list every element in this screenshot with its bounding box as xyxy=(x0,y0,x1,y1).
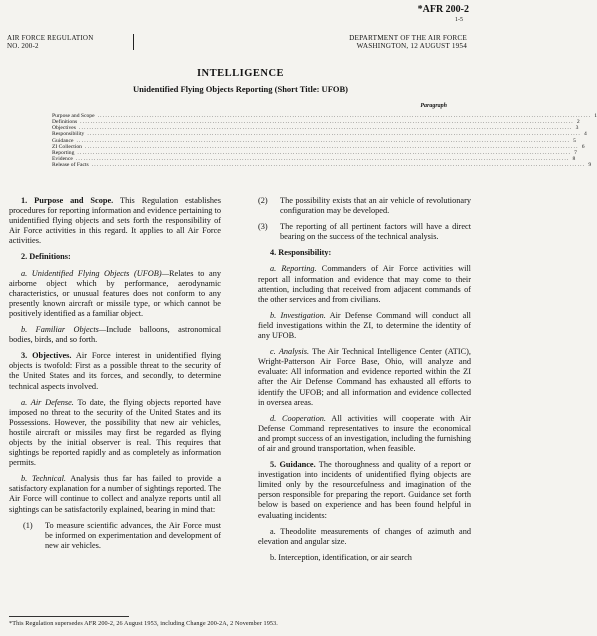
toc-title: Reporting xyxy=(52,149,75,156)
toc-title: Definitions xyxy=(52,119,78,126)
paragraph-text: To date, the flying objects reported have imposed no threat to the security of the United States and its Possessions. However, the possibility that new air vehicles, hostile aircraft or missiles may first be regarded as flying objects by the initial observer is real. This requires that sightings be reported rapidly and as completely as information permits. xyxy=(9,397,221,468)
numbered-item xyxy=(9,521,221,551)
page-ref: 1-5 xyxy=(455,17,463,23)
item-number: (2) xyxy=(258,196,268,205)
subparagraph-heading: b. Familiar Objects— xyxy=(21,325,107,335)
paragraph-4b xyxy=(258,311,471,341)
paragraph-1 xyxy=(9,196,221,246)
right-column xyxy=(258,196,471,569)
toc-leader: .............................................................................................................................................................................................. xyxy=(87,131,582,138)
table-of-contents xyxy=(52,113,597,169)
subparagraph-heading: a. Air Defense. xyxy=(21,397,74,407)
item-number: (3) xyxy=(258,222,268,232)
toc-number: 4 xyxy=(584,131,587,138)
numbered-item xyxy=(258,222,471,242)
regulation-org: AIR FORCE REGULATION xyxy=(7,34,94,42)
toc-title: Release of Facts xyxy=(52,162,89,169)
paragraph-text: The thoroughness and quality of a report or investigation into incidents of unidentified flying objects are limited only by the resourcefulness and imagination of the person responsible for preparing the report. Guidance set forth below is based on experience and has been found helpful in evaluating incidents: xyxy=(258,460,471,520)
toc-title: Evidence xyxy=(52,155,73,162)
toc-number: 6 xyxy=(581,143,585,150)
paragraph-5b: b. Interception, identification, or air search xyxy=(270,552,412,562)
paragraph-heading: 5. Guidance. xyxy=(270,460,316,470)
toc-leader: .............................................................................................................................................................................................. xyxy=(80,119,574,126)
paragraph-2b xyxy=(9,325,221,345)
paragraph-2 xyxy=(9,252,221,262)
subparagraph-heading: c. Analysis. xyxy=(270,347,310,357)
toc-title: Purpose and Scope xyxy=(52,113,95,119)
paragraph-text: Include balloons, astronomical bodies, birds, and so forth. xyxy=(9,325,221,345)
paragraph-text: Analysis thus far has failed to provide a satisfactory explanation for a number of sightings reported. The Air Force will continue to collect and analyze reports until all sightings can be satisfactorily explained, bearing in mind that: xyxy=(9,474,222,514)
item-text: The reporting of all pertinent factors will have a direct bearing on the success of the technical analysis. xyxy=(280,222,471,242)
doc-id: *AFR 200-2 xyxy=(417,4,469,15)
footnote: *This Regulation supersedes AFR 200-2, 26 August 1953, including Change 200-2A, 2 November 1953. xyxy=(9,620,278,627)
toc-leader: .............................................................................................................................................................................................. xyxy=(97,113,592,119)
paragraph-4d xyxy=(258,414,471,454)
toc-title: Responsibility xyxy=(52,131,85,138)
item-number: (1) xyxy=(23,520,33,530)
department-name: DEPARTMENT OF THE AIR FORCE xyxy=(349,34,467,42)
toc-leader: .............................................................................................................................................................................................. xyxy=(78,125,573,132)
paragraph-text: The Air Technical Intelligence Center (ATIC), Wright-Patterson Air Force Base, Ohio, will analyze and evaluate: All information and evidence reported within the ZI after the Air Defense Command has exhausted all efforts to identify the UFOB; and all information and evidence collected in oversea areas. xyxy=(258,347,471,407)
toc-number: 7 xyxy=(574,149,577,156)
paragraph-text: This Regulation establishes procedures for reporting information and evidence pertaining to unidentified flying objects and sets forth the responsibility of Air Force activities in this regard. It applies to all Air Force activities. xyxy=(9,196,221,246)
toc-title: Guidance xyxy=(52,137,74,144)
paragraph-4c xyxy=(258,347,471,408)
paragraph-3b xyxy=(9,474,221,514)
toc-leader: .............................................................................................................................................................................................. xyxy=(84,143,579,150)
subparagraph-heading: d. Cooperation. xyxy=(270,413,326,423)
toc-number: 8 xyxy=(572,155,576,162)
numbered-item xyxy=(258,196,471,216)
paragraph-5a: a. Theodolite measurements of changes of azimuth and elevation and angular size. xyxy=(258,526,471,546)
toc-number: 1 xyxy=(594,113,597,119)
paragraph-text: All activities will cooperate with Air Defense Command representatives to insure the economical and prompt success of an investigation, including the furnishing of air and ground transportation, when feasible. xyxy=(258,413,471,453)
toc-leader: .............................................................................................................................................................................................. xyxy=(77,149,572,156)
toc-number: 3 xyxy=(575,125,579,132)
toc-number: 5 xyxy=(573,137,576,144)
toc-number: 2 xyxy=(576,119,580,126)
paragraph-text: Air Force interest in unidentified flying objects is twofold: First as a possible threat to the security of the United States and its forces, and secondly, to determine technical aspects involved. xyxy=(9,351,222,391)
paragraph-3 xyxy=(9,351,221,391)
paragraph-text: Commanders of Air Force activities will report all information and evidence that may come to their attention, including that received from adjacent commands of the other services and from civilians. xyxy=(258,264,471,304)
paragraph-5 xyxy=(258,460,471,521)
subparagraph-heading: a. Unidentified Flying Objects (UFOB)— xyxy=(21,268,169,278)
paragraph-heading: 2. Definitions: xyxy=(21,252,71,262)
toc-title: ZI Collection xyxy=(52,143,82,150)
page-title: INTELLIGENCE xyxy=(196,68,285,79)
doc-id-block xyxy=(418,4,469,26)
department-header xyxy=(349,34,467,50)
paragraph-text: Air Defense Command will conduct all field investigations within the ZI, to determine the identity of any UFOB. xyxy=(258,310,471,341)
footer-rule xyxy=(9,616,129,617)
item-text: To measure scientific advances, the Air Force must be informed on experimentation and development of new air vehicles. xyxy=(45,520,221,550)
subparagraph-heading: b. Investigation. xyxy=(270,310,326,320)
paragraph-3a xyxy=(9,398,221,469)
paragraph-heading: 4. Responsibility: xyxy=(270,248,332,258)
regulation-number: NO. 200-2 xyxy=(7,42,39,50)
left-column xyxy=(9,196,221,557)
toc-leader: .............................................................................................................................................................................................. xyxy=(91,162,586,169)
paragraph-heading: 1. Purpose and Scope. xyxy=(21,196,114,205)
subparagraph-heading: a. Reporting. xyxy=(270,264,317,274)
paragraph-2a xyxy=(9,269,221,319)
toc-leader: .............................................................................................................................................................................................. xyxy=(76,137,571,144)
subparagraph-heading: b. Technical. xyxy=(21,474,66,484)
paragraph-4 xyxy=(258,248,471,258)
toc-row xyxy=(52,162,592,169)
paragraph-4a xyxy=(258,264,471,304)
item-text: The possibility exists that an air vehicle of revolutionary configuration may be developed. xyxy=(280,196,471,216)
toc-number: 9 xyxy=(588,162,592,169)
paragraph-heading: 3. Objectives. xyxy=(21,351,72,361)
regulation-header xyxy=(7,34,134,50)
toc-leader: .............................................................................................................................................................................................. xyxy=(75,155,570,162)
toc-heading: Paragraph xyxy=(420,103,447,109)
place-date: WASHINGTON, 12 AUGUST 1954 xyxy=(356,42,467,50)
page-subtitle: Unidentified Flying Objects Reporting (Short Title: UFOB) xyxy=(132,84,348,94)
paragraph-text: Relates to any airborne object which by performance, aerodynamic characteristics, or unusual features does not conform to any presently known aircraft or missile type, or which cannot be positively identified as a familiar object. xyxy=(9,268,221,318)
toc-title: Objectives xyxy=(52,125,76,132)
